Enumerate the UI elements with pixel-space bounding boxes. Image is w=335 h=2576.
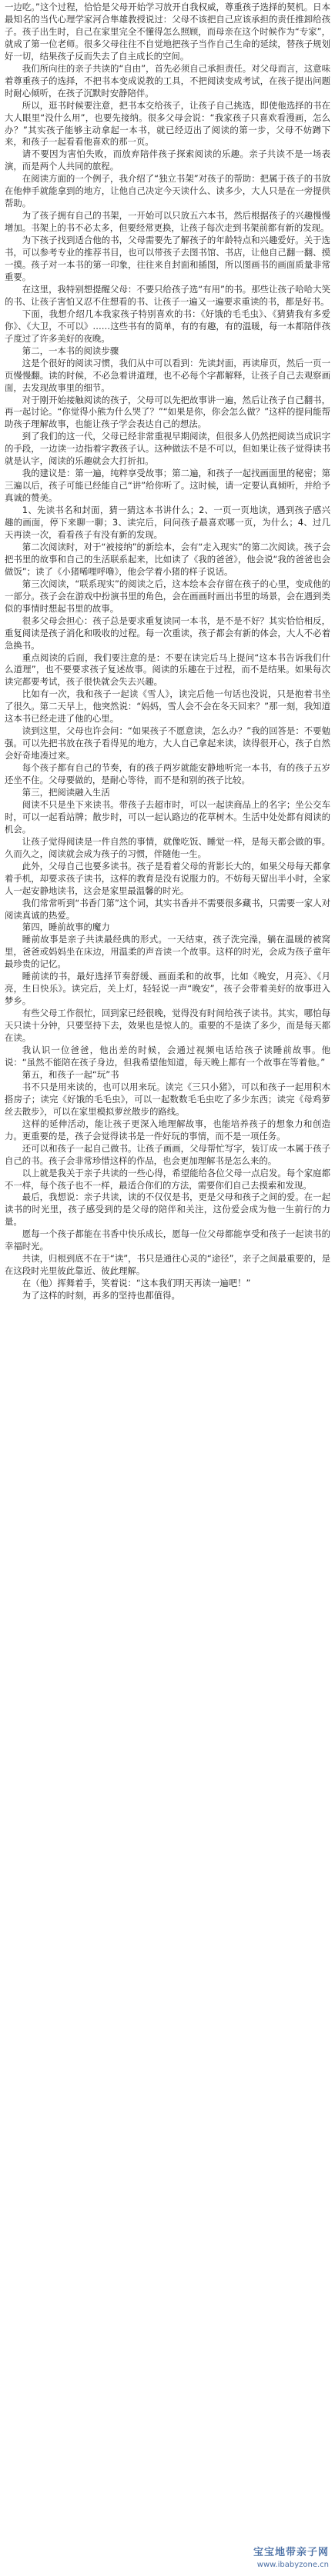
article-paragraph: 愿每一个孩子都能在书香中快乐成长，愿每一位父母都能享受和孩子一起读书的幸福时光。 bbox=[5, 1228, 330, 1252]
article-paragraph: 最后，我想说：亲子共读，读的不仅仅是书，更是父母和孩子之间的爱。在一起读书的时光里，孩子感受到的是父母的陪伴和关注，这份爱会成为他一生前行的力量。 bbox=[5, 1191, 330, 1228]
article-paragraph: 比如有一次，我和孩子一起读《雪人》，读完后他一句话也没说，只是抱着书坐了很久。第二天早上，他突然说：“妈妈，雪人会不会在冬天回来？”那一刻，我知道这本书已经走进了他的心里。 bbox=[5, 688, 330, 725]
article-paragraph: 在阅读方面的一个例子，我介绍了“独立书架”对孩子的帮助：把属于孩子的书放在他伸手就能拿到的地方，让他自己决定今天读什么、读多少，大人只是在一旁提供帮助。 bbox=[5, 173, 330, 209]
article-paragraph: 所以，逛书时候要注意，把书本交给孩子，让孩子自己挑选，即使他选择的书在大人眼里“没什么用”，也要先接纳。很多父母会说：“我家孩子只喜欢看漫画，怎么办？”其实孩子能够主动拿起一本书，就已经迈出了阅读的第一步，父母不妨蹲下来，和孩子一起看看他喜欢的那一页。 bbox=[5, 99, 330, 148]
article-paragraph: 第三次阅读，“联系现实”的阅读之后，这本绘本会存留在孩子的心里，变成他的一部分。孩子会在游戏中扮演书里的角色，会在画画时画出书里的场景，会在遇到类似的事情时想起书里的故事。 bbox=[5, 578, 330, 614]
article-paragraph: 我们所向往的亲子共读的“自由”，首先必须自己承担责任。对父母而言，这意味着尊重孩子的选择，不把书本变成说教的工具，不把阅读变成考试，在孩子提出问题时耐心倾听，在孩子沉默时安静陪伴。 bbox=[5, 62, 330, 98]
article-paragraph: 在这里，我特别想提醒父母：不要只给孩子选“有用”的书。那些让孩子哈哈大笑的书、让孩子害怕又忍不住想看的书、让孩子一遍又一遍要求重读的书，都是好书。 bbox=[5, 283, 330, 307]
article-paragraph: 以上就是我关于亲子共读的一些心得，希望能给各位父母一点启发。每个家庭都不一样，每个孩子也不一样，最适合你们的方法，需要你们自己去摸索和发现。 bbox=[5, 1167, 330, 1191]
article-paragraph: 每个孩子都有自己的节奏，有的孩子两岁就能安静地听完一本书，有的孩子五岁还坐不住。父母要做的，是耐心等待，而不是和别的孩子比较。 bbox=[5, 762, 330, 786]
article-paragraph: 此外，父母自己也要多读书。孩子是看着父母的背影长大的，如果父母每天都拿着手机，却要求孩子读书，这样的教育是没有说服力的。不妨每天留出半小时，全家人一起安静地读书，这会是家里最温馨的时光。 bbox=[5, 860, 330, 896]
article-paragraph: 一边吃。”这个过程，恰恰是父母开始学习放开自我权威，尊重孩子选择的契机。日本最知名的当代心理学家河合隼雄教授说过：父母不该把自己应该承担的责任推卸给孩子。孩子出生时，自己在家里完全不懂得怎么照顾，而母亲在这个时候作为“专家”，就成了第一位老师。很多父母往往不自觉地把孩子当作自己生命的延续，替孩子规划好一切，结果孩子反而失去了自主成长的空间。 bbox=[5, 2, 330, 62]
article-paragraph: 这样的延伸活动，能让孩子更深入地理解故事，也能培养孩子的想象力和创造力。更重要的是，孩子会觉得读书是一件好玩的事情，而不是一项任务。 bbox=[5, 1118, 330, 1141]
article-paragraph: 很多父母会担心：孩子总是要求重复读同一本书，是不是不好？其实恰恰相反，重复阅读是孩子消化和吸收的过程。每一次重读，孩子都会有新的体会，大人不必着急换书。 bbox=[5, 615, 330, 651]
article-paragraph: 我们常常听到“书香门第”这个词，其实书香并不需要很多藏书，只需要一家人对阅读真诚的热爱。 bbox=[5, 897, 330, 921]
article-paragraph: 对于刚开始接触阅读的孩子，父母可以先把故事讲一遍，然后让孩子自己翻书，再一起讨论。“你觉得小熊为什么哭了？”“如果是你，你会怎么做？”这样的提问能帮助孩子理解故事，也能让孩子学会表达自己的想法。 bbox=[5, 394, 330, 430]
article-paragraph: 为了这样的时刻，再多的坚持也都值得。 bbox=[22, 1290, 180, 1301]
watermark-site-name: 宝宝地带亲子网 bbox=[253, 2547, 329, 2558]
article-paragraph: 我认识一位爸爸，他出差的时候，会通过视频电话给孩子读睡前故事。他说：“虽然不能陪在孩子身边，但我希望他知道，每天晚上都有一个故事在等着他。” bbox=[5, 1045, 330, 1068]
article-paragraph: 下面，我想介绍几本我家孩子特别喜欢的书：《好饿的毛毛虫》、《猜猜我有多爱你》、《大卫，不可以》……这些书有的简单，有的有趣，有的温暖，每一本都陪伴孩子度过了许多美好的夜晚。 bbox=[5, 308, 330, 344]
article-paragraph: 请不要因为害怕失败，而放弃陪伴孩子探索阅读的乐趣。亲子共读不是一场表演，而是两个人共同的旅程。 bbox=[5, 148, 330, 172]
article-paragraph: 第四，睡前故事的魔力 bbox=[22, 921, 110, 933]
article-paragraph: 到了我们的这一代，父母已经非常重视早期阅读，但很多人仍然把阅读当成识字的手段，一边读一边指着字教孩子认。这种做法不是不可以，但如果让孩子觉得读书就是认字，阅读的乐趣就会大打折扣。 bbox=[5, 431, 330, 467]
article-paragraph: 第五，和孩子一起“玩”书 bbox=[22, 1068, 119, 1080]
article-paragraph: 还可以和孩子一起自己做书。让孩子画画，父母帮忙写字，装订成一本属于孩子自己的书。孩子会非常珍惜这样的作品，也会更加理解书是怎么来的。 bbox=[5, 1142, 330, 1166]
article-paragraph: 有些父母工作很忙，回到家已经很晚，觉得没有时间给孩子读书。其实，哪怕每天只读十分钟，只要坚持下去，效果也是惊人的。重要的不是读了多少，而是每天都在读。 bbox=[5, 1008, 330, 1044]
article-paragraph: 睡前故事是亲子共读最经典的形式。一天结束，孩子洗完澡，躺在温暖的被窝里，爸爸或妈妈坐在床边，用温柔的声音读一个故事。这样的时光，会成为孩子童年最珍贵的记忆。 bbox=[5, 934, 330, 970]
article-paragraph: 让孩子觉得阅读是一件自然的事情，就像吃饭、睡觉一样，是每天都会做的事。久而久之，阅读就会成为孩子的习惯，伴随他一生。 bbox=[5, 835, 330, 859]
article-paragraph: 第二次阅读时，对于“被接纳”的新绘本，会有“走入现实”的第二次阅读。孩子会把书里的故事和自己的生活联系起来，比如读了《我的爸爸》，他会说“我的爸爸也会做饭”；读了《小猪唏哩呼噜》，他会学着小猪的样子说话。 bbox=[5, 541, 330, 577]
article-paragraph: 我的建议是：第一遍，纯粹享受故事；第二遍，和孩子一起找画面里的秘密；第三遍以后，孩子可能已经能自己“讲”给你听了。这时候，请一定要认真倾听，并给予真诚的赞美。 bbox=[5, 468, 330, 504]
article-paragraph: 重点阅读的后面，我们要注意的是：不要在读完后马上提问“这本书告诉我们什么道理”，也不要要求孩子复述故事。阅读的乐趣在于过程，而不是结果。如果每次读完都要考试，孩子很快就会失去兴趣。 bbox=[5, 651, 330, 688]
article-paragraph: 这是个很好的阅读习惯，我们从中可以看到：先读封面，再读扉页，然后一页一页慢慢翻。读的时候，不必急着讲道理，也不必每个字都解释，让孩子自己去观察画面，去发现故事里的细节。 bbox=[5, 357, 330, 393]
article-paragraph: 共读，归根到底不在于“读”，书只是通往心灵的“途径”，亲子之间最重要的，是在这段时光里彼此靠近、彼此理解。 bbox=[5, 1253, 330, 1277]
article-paragraph: 阅读不只是坐下来读书。带孩子去超市时，可以一起读商品上的名字；坐公交车时，可以一起看站牌；散步时，可以一起认路边的花草树木。生活中处处都有阅读的机会。 bbox=[5, 798, 330, 835]
watermark-url: www.ibabyzone.cn bbox=[256, 2561, 329, 2569]
article-paragraph: 在（他）挥舞着手，笑着说：“这本我们明天再读一遍吧！” bbox=[22, 1278, 251, 1289]
article-paragraph: 读到这里，父母也许会问：“如果孩子不愿意读，怎么办？”我的回答是：不要勉强。可以先把书放在孩子看得见的地方，大人自己拿起来读，读得很开心，孩子自然会好奇地凑过来。 bbox=[5, 725, 330, 761]
article-body bbox=[5, 2, 330, 1302]
article-paragraph: 第三，把阅读融入生活 bbox=[22, 787, 110, 798]
article-paragraph: 书不只是用来读的，也可以用来玩。读完《三只小猪》，可以和孩子一起用积木搭房子；读完《好饿的毛毛虫》，可以一起数数毛毛虫吃了多少东西；读完《母鸡萝丝去散步》，可以在家里模拟萝丝散步的路线。 bbox=[5, 1081, 330, 1117]
site-watermark bbox=[253, 2547, 329, 2571]
article-paragraph: 为下孩子找到适合他的书，父母需要先了解孩子的年龄特点和兴趣爱好。关于选书，可以参考专业的推荐书目，也可以带孩子去图书馆、书店，让他自己翻一翻、摸一摸。孩子对一本书的第一印象，往往来自封面和插图，所以图画书的画面质量非常重要。 bbox=[5, 235, 330, 282]
article-paragraph: 为了孩子拥有自己的书架，一开始可以只放五六本书，然后根据孩子的兴趣慢慢增加。书架上的书不必太多，但要经常更换，让孩子每次走到书架前都有新的发现。 bbox=[5, 210, 330, 234]
article-paragraph: 睡前读的书，最好选择节奏舒缓、画面柔和的故事，比如《晚安，月亮》、《月亮，生日快乐》。读完后，关上灯，轻轻说一声“晚安”，孩子会带着美好的故事进入梦乡。 bbox=[5, 971, 330, 1007]
article-paragraph: 第二，一本书的阅读步骤 bbox=[22, 345, 119, 356]
article-paragraph: 1、先读书名和封面，猜一猜这本书讲什么；2、一页一页地读，遇到孩子感兴趣的画面，停下来聊一聊；3、读完后，问问孩子最喜欢哪一页，为什么；4、过几天再读一次，看看孩子有没有新的发现。 bbox=[5, 505, 330, 540]
